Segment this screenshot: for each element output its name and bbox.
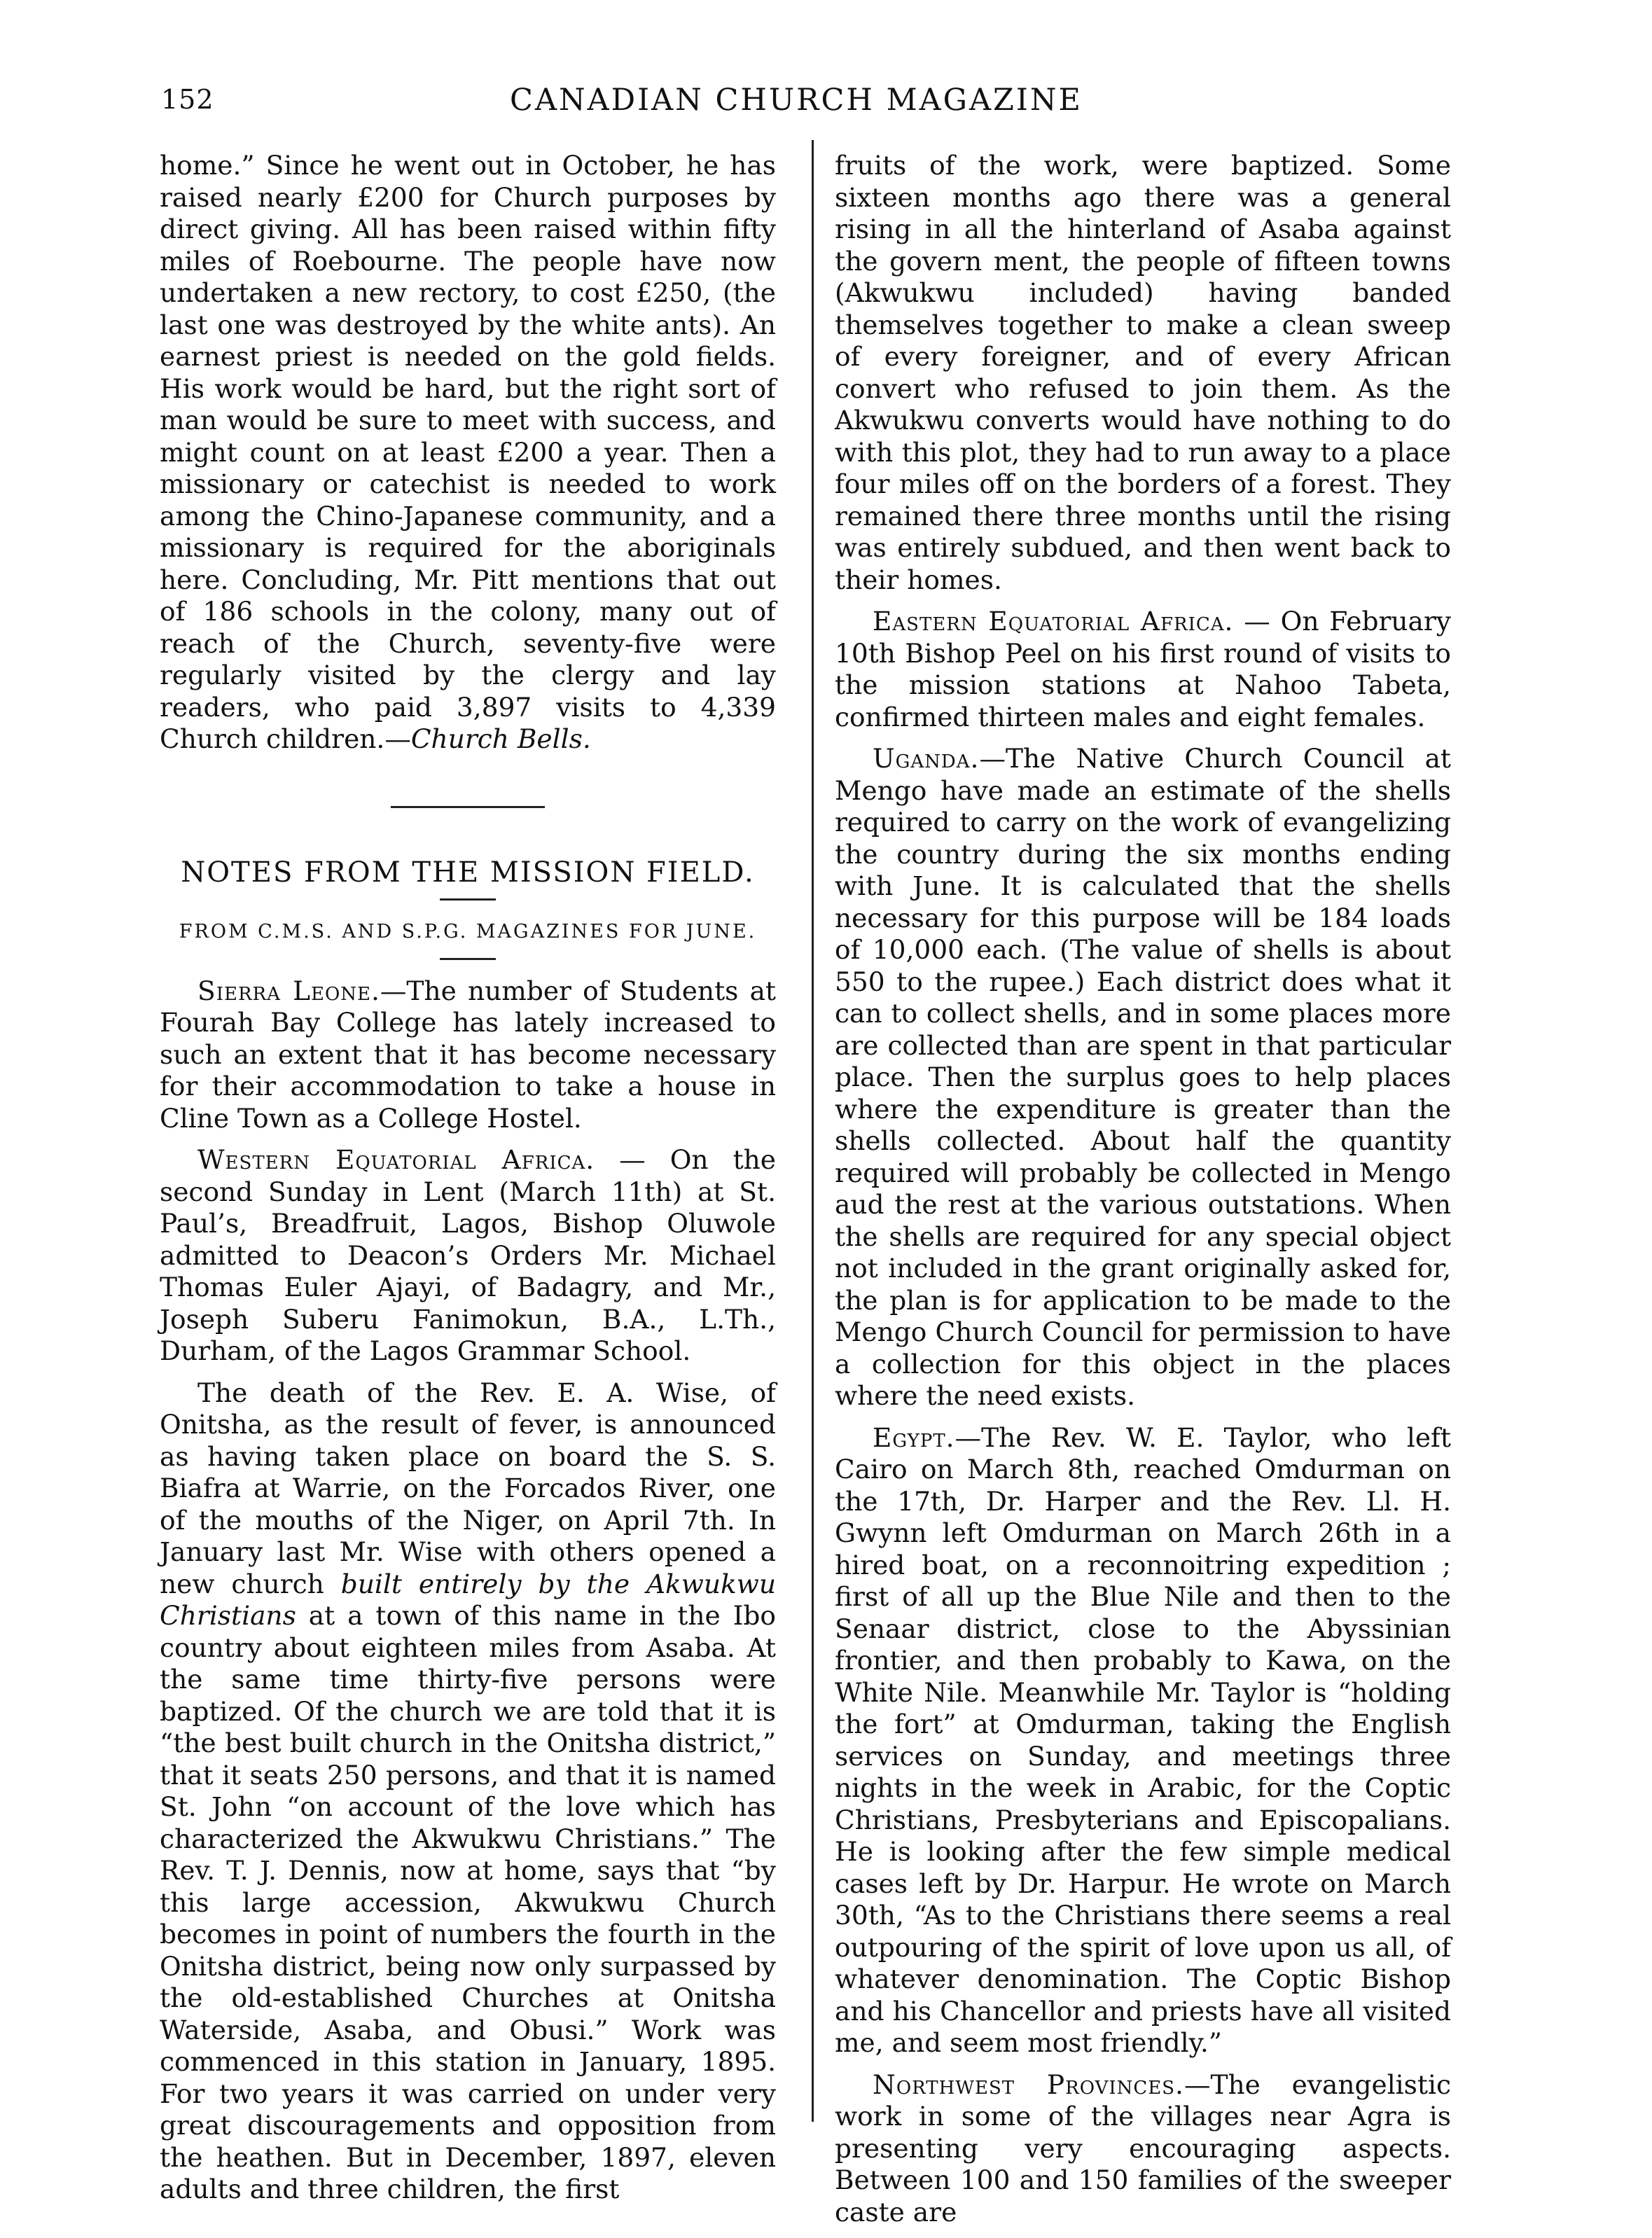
body-northwest-provinces: —The evangelistic work in some of the villages near Agra is presenting very encouraging aspects. Between 100 and 150 families of the sweeper caste are bbox=[835, 2069, 1451, 2227]
body-wise-b: at a town of this name in the Ibo country about eighteen miles from Asaba. At the same time thirty-five persons were baptized. Of the church we are told that it is “the best built church in the Onitsha district,” that it seats 250 persons, and that it is named St. John “on account of the love which has characterized the Akwukwu Christians.” The Rev. T. J. Dennis, now at home, says that “by this large accession, Akwukwu Church becomes in point of numbers the fourth in the Onitsha district, being now only surpassed by the old-established Churches at Onitsha Waterside, Asaba, and Obusi.” Work was commenced in this station in January, 1895. For two years it was carried on under very great discouragements and opposition from the heathen. But in December, 1897, eleven adults and three children, the first bbox=[160, 1600, 776, 2204]
paragraph-continuation: fruits of the work, were baptized. Some sixteen months ago there was a general rising in all the hinterland of Asaba against the govern ment, the people of fifteen towns (Akwukwu included) having banded themselves together to make a clean sweep of every foreigner, and of every African convert who refused to join them. As the Akwukwu converts would have nothing to do with this plot, they had to run away to a place four miles off on the borders of a forest. They remained there three months until the rising was entirely subdued, and then went back to their homes. bbox=[835, 150, 1451, 595]
heading-egypt: Egypt. bbox=[873, 1422, 955, 1453]
body-uganda: —The Native Church Council at Mengo have made an estimate of the shells required to carry on the work of evangelizing the country during the six months ending with June. It is calculated that the shells necessary for this purpose will be 184 loads of 10,000 each. (The value of shells is about 550 to the rupee.) Each district does what it can to collect shells, and in some places more are collected than are spent in that particular place. Then the surplus goes to help places where the expenditure is greater than the shells collected. About half the quantity required will probably be collected in Mengo aud the rest at the various outstations. When the shells are required for any special object not included in the grant originally asked for, the plan is for application to be made to the Mengo Church Council for permission to have a collection for this object in the places where the need exists. bbox=[835, 743, 1451, 1411]
body-sierra-leone: —The number of Students at Fourah Bay College has lately increased to such an extent that it has become necessary for their accommodation to take a house in Cline Town as a College Hostel. bbox=[160, 975, 777, 1134]
body-egypt: —The Rev. W. E. Taylor, who left Cairo on March 8th, reached Omdurman on the 17th, Dr. Harper and the Rev. Ll. H. Gwynn left Omdurman on March 26th in a hired boat, on a reconnoitring expedition ; first of all up the Blue Nile and then to the Senaar district, close to the Abyssinian frontier, and then probably to Kawa, on the White Nile. Meanwhile Mr. Taylor is “holding the fort” at Omdurman, taking the English services on Sunday, and meetings three nights in the week in Arabic, for the Coptic Christians, Presbyterians and Episcopalians. He is looking after the few simple medical cases left by Dr. Harpur. He wrote on March 30th, “As to the Christians there seems a real outpouring of the spirit of love upon us all, of whatever denomination. The Coptic Bishop and his Chancellor and priests have all visited me, and seem most friendly.” bbox=[835, 1422, 1451, 2058]
paragraph-egypt bbox=[835, 1422, 1451, 2059]
section-divider bbox=[391, 806, 545, 808]
body-wise-a: The death of the Rev. E. A. Wise, of Onitsha, as the result of fever, is announced as having taken place on board the S. S. Biafra at Warrie, on the Forcados River, one of the mouths of the Niger, on April 7th. In January last Mr. Wise with others opened a new church bbox=[160, 1377, 776, 1599]
paragraph-sierra-leone bbox=[160, 975, 776, 1135]
heading-western-equatorial-africa: Western Equatorial Africa. bbox=[197, 1144, 595, 1175]
body-wise-italic: built entirely by the Akwukwu Christians bbox=[160, 1568, 776, 1631]
column-rule bbox=[812, 140, 814, 2122]
intro-paragraph bbox=[160, 150, 776, 756]
paragraph-western-equatorial-africa bbox=[160, 1144, 776, 1368]
subtitle-rule bbox=[440, 958, 496, 960]
body-eastern-equatorial-africa: — On February 10th Bishop Peel on his first round of visits to the mission stations at Nahoo Tabeta, confirmed thirteen males and eight females. bbox=[835, 606, 1451, 732]
section-subtitle: FROM C.M.S. AND S.P.G. MAGAZINES FOR JUNE. bbox=[179, 921, 757, 943]
running-header bbox=[155, 78, 1437, 127]
paragraph-northwest-provinces bbox=[835, 2069, 1451, 2229]
page-number: 152 bbox=[161, 84, 214, 115]
intro-text: home.” Since he went out in October, he has raised nearly £200 for Church purposes by direct giving. All has been raised within fifty miles of Roebourne. The people have now undertaken a new rectory, to cost £250, (the last one was destroyed by the white ants). An earnest priest is needed on the gold fields. His work would be hard, but the right sort of man would be sure to meet with success, and might count on at least £200 a year. Then a missionary or catechist is needed to work among the Chino-Japanese community, and a missionary is required for the aboriginals here. Concluding, Mr. Pitt mentions that out of 186 schools in the colony, many out of reach of the Church, seventy-five were regularly visited by the clergy and lay readers, who paid 3,897 visits to 4,339 Church children.— bbox=[160, 150, 776, 754]
heading-eastern-equatorial-africa: Eastern Equatorial Africa. bbox=[873, 606, 1234, 637]
heading-northwest-provinces: Northwest Provinces. bbox=[873, 2069, 1184, 2100]
heading-sierra-leone: Sierra Leone. bbox=[197, 975, 380, 1006]
heading-uganda: Uganda. bbox=[873, 743, 980, 774]
title-rule bbox=[440, 898, 496, 901]
right-column bbox=[835, 150, 1451, 2238]
section-title: NOTES FROM THE MISSION FIELD. bbox=[181, 856, 755, 889]
paragraph-eastern-equatorial-africa bbox=[835, 606, 1451, 733]
paragraph-uganda bbox=[835, 743, 1451, 1412]
body-western-equatorial-africa: — On the second Sunday in Lent (March 11th) at St. Paul’s, Breadfruit, Lagos, Bishop Oluwole admitted to Deacon’s Orders Mr. Michael Thomas Euler Ajayi, of Badagry, and Mr., Joseph Suberu Fanimokun, B.A., L.Th., Durham, of the Lagos Grammar School. bbox=[160, 1144, 776, 1366]
left-column bbox=[160, 150, 776, 2216]
running-title: CANADIAN CHURCH MAGAZINE bbox=[510, 83, 1083, 118]
paragraph-death-of-wise bbox=[160, 1377, 776, 2206]
intro-source: Church Bells. bbox=[410, 723, 591, 754]
